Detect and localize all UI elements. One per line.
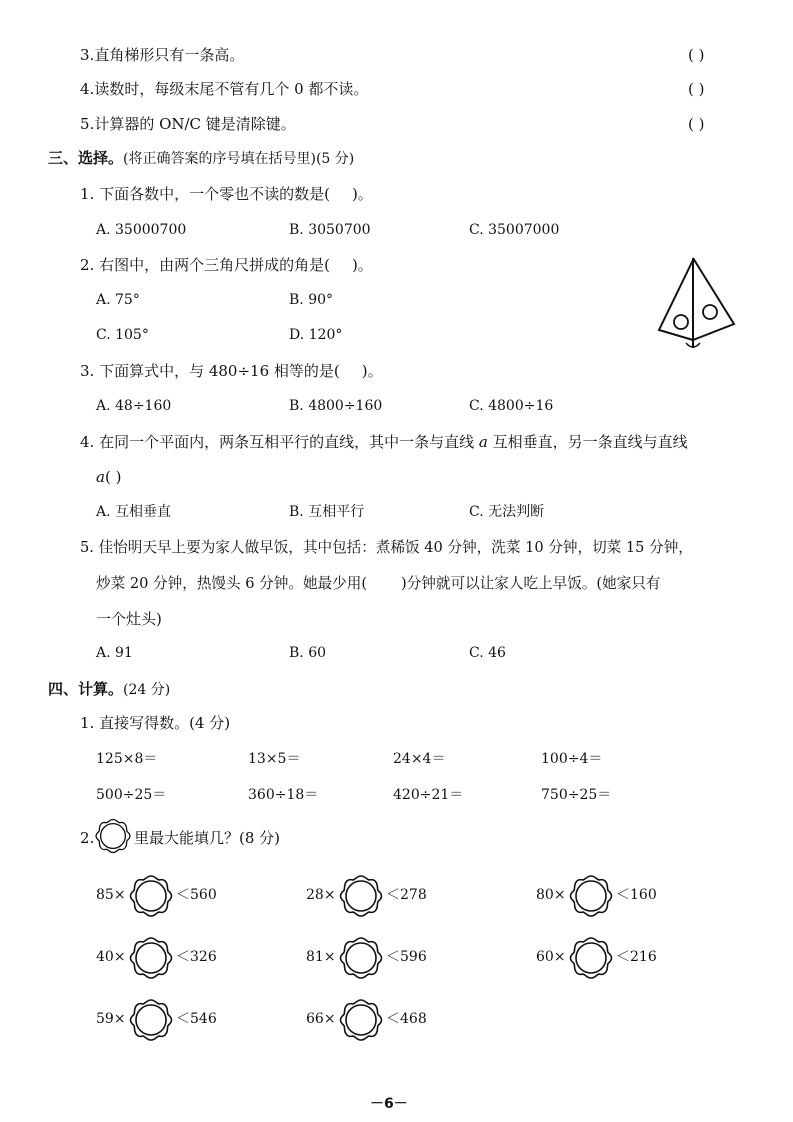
choice-q4-text-start: 4. 在同一个平面内，两条互相平行的直线，其中一条与直线 <box>80 433 479 451</box>
choice-q1-post: )。 <box>351 185 373 203</box>
ineq-4-flower-blank[interactable] <box>128 935 174 981</box>
choice-q2-option-b[interactable]: B. 90° <box>289 292 334 308</box>
flower-blank-icon <box>94 817 132 855</box>
ineq-7-left: 59× <box>96 1011 126 1027</box>
judge-q3 <box>80 48 244 63</box>
ineq-3-right: ＜160 <box>616 887 657 903</box>
judge-q5-num: 5. <box>80 115 95 133</box>
ineq-5-left: 81× <box>306 949 336 965</box>
ineq-6-right: ＜216 <box>616 949 657 965</box>
judge-q5-answer-box[interactable]: ( ) <box>688 115 705 133</box>
judge-q4-answer-box[interactable]: ( ) <box>688 80 705 98</box>
section-3-note: (将正确答案的序号填在括号里)(5 分) <box>123 151 355 167</box>
section-4-heading <box>48 682 170 697</box>
choice-q4-line2 <box>96 470 121 485</box>
choice-q4-option-a[interactable]: A. 互相垂直 <box>96 504 172 520</box>
choice-q3-option-c[interactable]: C. 4800÷16 <box>469 398 554 414</box>
choice-q2-option-a[interactable]: A. 75° <box>96 292 140 308</box>
choice-q5-line1: 5. 佳怡明天早上要为家人做早饭，其中包括：煮稀饭 40 分钟，洗菜 10 分钟，切菜 15 分钟， <box>80 539 693 556</box>
choice-q1-option-a[interactable]: A. 35000700 <box>96 222 187 238</box>
ineq-1-left: 85× <box>96 887 126 903</box>
choice-q1 <box>80 187 373 202</box>
ineq-6-flower-blank[interactable] <box>568 935 614 981</box>
choice-q5-option-c[interactable]: C. 46 <box>469 645 506 661</box>
section-4-note: (24 分) <box>123 682 171 698</box>
choice-q2 <box>80 258 373 273</box>
calc1-r2-c4[interactable]: 750÷25＝ <box>541 787 612 803</box>
calc1-r1-c3[interactable]: 24×4＝ <box>393 751 446 767</box>
calc2-num: 2. <box>80 829 95 847</box>
judge-q4-num: 4. <box>80 80 95 98</box>
ineq-8-flower-blank[interactable] <box>338 997 384 1043</box>
choice-q5-option-a[interactable]: A. 91 <box>96 645 133 661</box>
choice-q4-text-end: 互相垂直，另一条直线与直线 <box>487 433 688 451</box>
calc1-r2-c2[interactable]: 360÷18＝ <box>248 787 319 803</box>
judge-q3-answer-box[interactable]: ( ) <box>688 46 705 64</box>
choice-q3-option-b[interactable]: B. 4800÷160 <box>289 398 383 414</box>
section-4-title: 四、计算。 <box>48 680 124 698</box>
choice-q1-pre: 1. 下面各数中，一个零也不读的数是( <box>80 185 330 203</box>
ineq-3-left: 80× <box>536 887 566 903</box>
ineq-6-left: 60× <box>536 949 566 965</box>
ineq-8-right: ＜468 <box>386 1011 427 1027</box>
judge-q5-text: 计算器的 ON/C 键是清除键。 <box>94 115 296 133</box>
ineq-5-flower-blank[interactable] <box>338 935 384 981</box>
set-squares-figure <box>650 254 742 354</box>
ineq-4-left: 40× <box>96 949 126 965</box>
choice-q5-line2-start: 炒菜 20 分钟，热馒头 6 分钟。她最少用( <box>96 575 368 592</box>
ineq-5-right: ＜596 <box>386 949 427 965</box>
set-squares-drawing <box>650 254 742 354</box>
ineq-2-flower-blank[interactable] <box>338 873 384 919</box>
choice-q3 <box>80 364 383 379</box>
ineq-7-right: ＜546 <box>176 1011 217 1027</box>
page-number: －6－ <box>370 1096 408 1112</box>
judge-q3-text: 直角梯形只有一条高。 <box>94 46 245 64</box>
choice-q5-line3: 一个灶头) <box>96 610 162 628</box>
choice-q5-line2 <box>96 577 661 592</box>
choice-q5-line2-end: )分钟就可以让家人吃上早饭。(她家只有 <box>401 575 661 592</box>
calc1-r1-c4[interactable]: 100÷4＝ <box>541 751 603 767</box>
choice-q2-option-d[interactable]: D. 120° <box>289 327 343 343</box>
calc1-r2-c3[interactable]: 420÷21＝ <box>393 787 464 803</box>
choice-q2-option-c[interactable]: C. 105° <box>96 327 149 343</box>
calc1-r1-c1[interactable]: 125×8＝ <box>96 751 158 767</box>
ineq-8-left: 66× <box>306 1011 336 1027</box>
ineq-1-flower-blank[interactable] <box>128 873 174 919</box>
choice-q4-answer-box[interactable]: ( ) <box>104 468 122 486</box>
ineq-4-right: ＜326 <box>176 949 217 965</box>
ineq-7-flower-blank[interactable] <box>128 997 174 1043</box>
calc1-r2-c1[interactable]: 500÷25＝ <box>96 787 167 803</box>
choice-q2-post: )。 <box>351 256 373 274</box>
choice-q4-var-a: a <box>478 433 488 451</box>
section-3-heading <box>48 151 354 166</box>
choice-q3-option-a[interactable]: A. 48÷160 <box>96 398 172 414</box>
choice-q4-option-b[interactable]: B. 互相平行 <box>289 504 365 520</box>
choice-q5-option-b[interactable]: B. 60 <box>289 645 327 661</box>
ineq-3-flower-blank[interactable] <box>568 873 614 919</box>
section-3-title: 三、选择。 <box>48 149 124 167</box>
judge-q4 <box>80 82 368 97</box>
judge-q5 <box>80 117 296 132</box>
judge-q4-text: 读数时，每级末尾不管有几个 0 都不读。 <box>94 80 369 98</box>
judge-q3-num: 3. <box>80 46 95 64</box>
choice-q4-line2-var: a <box>96 468 105 486</box>
ineq-2-left: 28× <box>306 887 336 903</box>
calc1-title: 1. 直接写得数。(4 分) <box>80 714 231 732</box>
choice-q3-post: )。 <box>361 362 383 380</box>
choice-q1-option-c[interactable]: C. 35007000 <box>469 222 560 238</box>
calc1-r1-c2[interactable]: 13×5＝ <box>248 751 301 767</box>
ineq-2-right: ＜278 <box>386 887 427 903</box>
choice-q2-pre: 2. 右图中，由两个三角尺拼成的角是( <box>80 256 330 274</box>
choice-q3-pre: 3. 下面算式中，与 480÷16 相等的是( <box>80 362 340 380</box>
choice-q4-line1 <box>80 435 688 450</box>
calc2-text: 里最大能填几？(8 分) <box>134 829 281 847</box>
choice-q4-option-c[interactable]: C. 无法判断 <box>469 504 545 520</box>
choice-q1-option-b[interactable]: B. 3050700 <box>289 222 371 238</box>
ineq-1-right: ＜560 <box>176 887 217 903</box>
